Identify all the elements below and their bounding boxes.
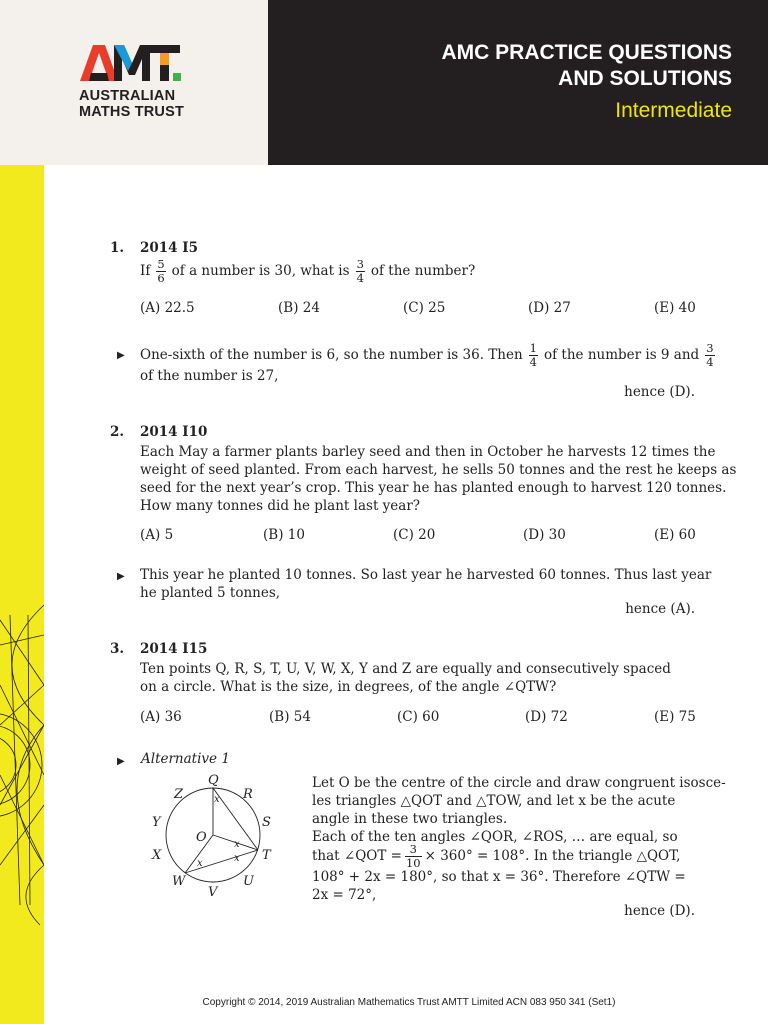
question-1-number: 1. bbox=[110, 240, 125, 256]
page-title bbox=[441, 40, 732, 92]
q1-text-b: of a number is 30, what is bbox=[171, 263, 350, 279]
page-subtitle: Intermediate bbox=[615, 99, 732, 122]
q2-option-e: (E) 60 bbox=[654, 527, 696, 543]
question-2-tag: 2014 I10 bbox=[140, 424, 208, 440]
label-Y: Y bbox=[152, 815, 161, 830]
q1-frac-b-num: 3 bbox=[356, 257, 364, 271]
q2-option-b: (B) 10 bbox=[263, 527, 305, 543]
s1-fraction-a bbox=[529, 342, 538, 369]
q1-option-b: (B) 24 bbox=[278, 300, 320, 316]
logo-subtitle bbox=[79, 88, 184, 120]
angle-x-4: x bbox=[197, 858, 203, 869]
decorative-geometry bbox=[0, 165, 44, 1024]
title-line2: AND SOLUTIONS bbox=[558, 67, 732, 90]
label-R: R bbox=[243, 787, 253, 802]
solution-2-line1: This year he planted 10 tonnes. So last year he harvested 60 tonnes. Thus last year bbox=[140, 567, 712, 583]
label-T: T bbox=[262, 848, 271, 863]
question-1-tag: 2014 I5 bbox=[140, 240, 198, 256]
q1-text-c: of the number? bbox=[370, 263, 476, 279]
q3-option-c: (C) 60 bbox=[397, 709, 440, 725]
s1-fraction-b bbox=[705, 342, 714, 369]
question-3-number: 3. bbox=[110, 641, 125, 657]
q1-option-c: (C) 25 bbox=[403, 300, 446, 316]
question-1-text bbox=[140, 257, 475, 285]
q3-option-a: (A) 36 bbox=[140, 709, 182, 725]
q1-option-a: (A) 22.5 bbox=[140, 300, 195, 316]
q1-frac-a-num: 5 bbox=[157, 257, 165, 271]
header-left-panel bbox=[0, 0, 268, 165]
solution-3-marker-icon: ▶ bbox=[117, 756, 125, 767]
question-2-line4: How many tonnes did he plant last year? bbox=[140, 498, 421, 514]
label-Z: Z bbox=[174, 787, 184, 802]
label-S: S bbox=[262, 815, 271, 830]
s1-frac-b-num: 3 bbox=[706, 341, 714, 355]
q1-option-d: (D) 27 bbox=[528, 300, 571, 316]
solution-3-answer: hence (D). bbox=[624, 903, 695, 919]
solution-3-line4: Each of the ten angles ∠QOR, ∠ROS, … are equal, so bbox=[312, 829, 678, 845]
question-3-tag: 2014 I15 bbox=[140, 641, 208, 657]
label-Q: Q bbox=[208, 773, 219, 788]
s3-fraction bbox=[405, 843, 422, 870]
q2-option-d: (D) 30 bbox=[523, 527, 566, 543]
page-footer: Copyright © 2014, 2019 Australian Mathematics Trust AMTT Limited ACN 083 950 341 (Set1) bbox=[202, 997, 616, 1008]
solution-1-line2: of the number is 27, bbox=[140, 368, 279, 384]
question-2-number: 2. bbox=[110, 424, 125, 440]
q3-option-e: (E) 75 bbox=[654, 709, 696, 725]
angle-x-1: x bbox=[214, 794, 220, 805]
s1-text-a: One-sixth of the number is 6, so the number is 36. Then bbox=[140, 347, 523, 363]
s1-frac-b-den: 4 bbox=[706, 355, 714, 369]
logo-line2: MATHS TRUST bbox=[79, 104, 185, 120]
alternative-label: Alternative 1 bbox=[141, 751, 230, 767]
decorative-side-band bbox=[0, 165, 44, 1024]
solution-1-answer: hence (D). bbox=[624, 384, 695, 400]
solution-3-line5 bbox=[312, 842, 680, 870]
question-2-line3: seed for the next year’s crop. This year he has planted enough to harvest 120 tonnes. bbox=[140, 480, 727, 496]
solution-3-line7: 2x = 72°, bbox=[312, 887, 377, 903]
question-2-line1: Each May a farmer plants barley seed and then in October he harvests 12 times the bbox=[140, 444, 716, 460]
solution-2-marker-icon: ▶ bbox=[117, 571, 125, 582]
question-3-line1: Ten points Q, R, S, T, U, V, W, X, Y and Z are equally and consecutively spaced bbox=[140, 661, 671, 677]
circle-diagram bbox=[140, 768, 290, 908]
label-X: X bbox=[152, 848, 162, 863]
segment-TW bbox=[185, 850, 258, 873]
q3-option-b: (B) 54 bbox=[269, 709, 311, 725]
s1-frac-a-den: 4 bbox=[529, 355, 537, 369]
question-3-line2: on a circle. What is the size, in degrees, of the angle ∠QTW? bbox=[140, 679, 557, 695]
q1-frac-a-den: 6 bbox=[157, 271, 165, 285]
label-V: V bbox=[208, 885, 218, 900]
q2-option-a: (A) 5 bbox=[140, 527, 174, 543]
solution-3-line6: 108° + 2x = 180°, so that x = 36°. Therefore ∠QTW = bbox=[312, 869, 686, 885]
q1-frac-b-den: 4 bbox=[356, 271, 364, 285]
solution-1-line1 bbox=[140, 341, 715, 369]
solution-2-answer: hence (A). bbox=[625, 601, 695, 617]
solution-3-line2: les triangles △QOT and △TOW, and let x be the acute bbox=[312, 793, 676, 809]
s3-frac-num: 3 bbox=[405, 843, 422, 857]
q1-text-a: If bbox=[140, 263, 151, 279]
angle-x-3: x bbox=[234, 853, 240, 864]
s3-frac-den: 10 bbox=[405, 856, 421, 870]
title-line1: AMC PRACTICE QUESTIONS bbox=[441, 41, 732, 64]
s1-text-b: of the number is 9 and bbox=[544, 347, 700, 363]
q3-option-d: (D) 72 bbox=[525, 709, 568, 725]
label-O: O bbox=[196, 830, 207, 845]
question-2-line2: weight of seed planted. From each harvest, he sells 50 tonnes and the rest he keeps as bbox=[140, 462, 737, 478]
q1-fraction-a bbox=[156, 258, 165, 285]
q2-option-c: (C) 20 bbox=[393, 527, 436, 543]
s1-frac-a-num: 1 bbox=[529, 341, 537, 355]
solution-2-line2: he planted 5 tonnes, bbox=[140, 585, 281, 601]
logo-line1: AUSTRALIAN bbox=[79, 88, 176, 104]
amt-logo bbox=[80, 45, 186, 81]
solution-1-marker-icon: ▶ bbox=[117, 350, 125, 361]
label-W: W bbox=[172, 874, 186, 889]
s3-text-a: that ∠QOT = bbox=[312, 848, 402, 864]
angle-x-2: x bbox=[234, 839, 240, 850]
solution-3-line1: Let O be the centre of the circle and draw congruent isosce- bbox=[312, 775, 726, 791]
q1-fraction-b bbox=[356, 258, 365, 285]
solution-3-line3: angle in these two triangles. bbox=[312, 811, 508, 827]
s3-text-b: × 360° = 108°. In the triangle △QOT, bbox=[424, 848, 681, 864]
label-U: U bbox=[243, 874, 254, 889]
q1-option-e: (E) 40 bbox=[654, 300, 696, 316]
